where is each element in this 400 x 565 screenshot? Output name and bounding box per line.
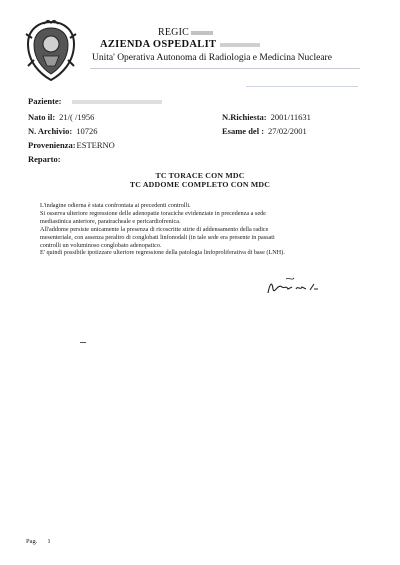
paziente-label: Paziente: <box>28 96 62 106</box>
esame-value: 27/02/2001 <box>268 126 307 136</box>
header-unit: Unita' Operativa Autonoma di Radiologia e Medicina Nucleare <box>92 53 332 63</box>
field-richiesta <box>222 112 311 122</box>
field-provenienza <box>28 140 115 150</box>
header-rule <box>90 68 360 69</box>
nato-label: Nato il: <box>28 112 56 122</box>
report-line: E' quindi possibile ipotizzare ulteriore regressione della patologia linfoproliferativa di base (LNH). <box>40 249 285 257</box>
field-nato <box>28 112 94 122</box>
header-azienda: AZIENDA OSPEDALIT <box>100 39 260 50</box>
page-footer <box>26 538 51 545</box>
report-line: mesenteriale, con assenza peraltro di conglobati linfonodali (in tale sede era presente in passati <box>40 233 275 241</box>
page-label: Pag. <box>26 538 38 545</box>
exam-title-torace: TC TORACE CON MDC <box>155 171 245 180</box>
signature-scribble <box>264 275 326 297</box>
coat-of-arms-logo <box>24 20 78 82</box>
field-reparto <box>28 154 61 164</box>
header-rule-secondary <box>246 86 358 87</box>
report-line: All'addome persiste unicamente la presenza di ricoscritte stirie di addensamento della radice <box>40 225 269 233</box>
provenienza-value: ESTERNO <box>76 140 115 150</box>
richiesta-value: 2001/11631 <box>270 112 311 122</box>
page-number: 1 <box>47 538 51 545</box>
exam-title-addome: TC ADDOME COMPLETO CON MDC <box>129 180 271 189</box>
report-line: mediastinica anteriore, paratracheale e pericardiofrenica. <box>40 217 181 225</box>
redacted-name <box>72 100 162 104</box>
archivio-value: 10726 <box>76 126 98 136</box>
field-esame <box>222 126 307 136</box>
esame-label: Esame del : <box>222 126 265 136</box>
report-line: Si osserva ulteriore regressione delle adenopatie toraciche evidenziate in precedenza a sede <box>40 209 266 217</box>
report-line: controlli un voluminoso conglobato adenopatico. <box>40 241 162 249</box>
field-archivio <box>28 126 97 136</box>
report-body <box>40 202 370 257</box>
provenienza-label: Provenienza: <box>28 140 76 150</box>
richiesta-label: N.Richiesta: <box>222 112 267 122</box>
stray-mark <box>80 342 86 343</box>
reparto-label: Reparto: <box>28 154 61 164</box>
archivio-label: N. Archivio: <box>28 126 73 136</box>
report-line: L'indagine odierna è stata confrontata ai precedenti controlli. <box>40 202 191 209</box>
nato-value: 21/( /1956 <box>59 112 95 122</box>
field-paziente <box>28 96 162 106</box>
header-region: REGIC <box>158 27 213 38</box>
